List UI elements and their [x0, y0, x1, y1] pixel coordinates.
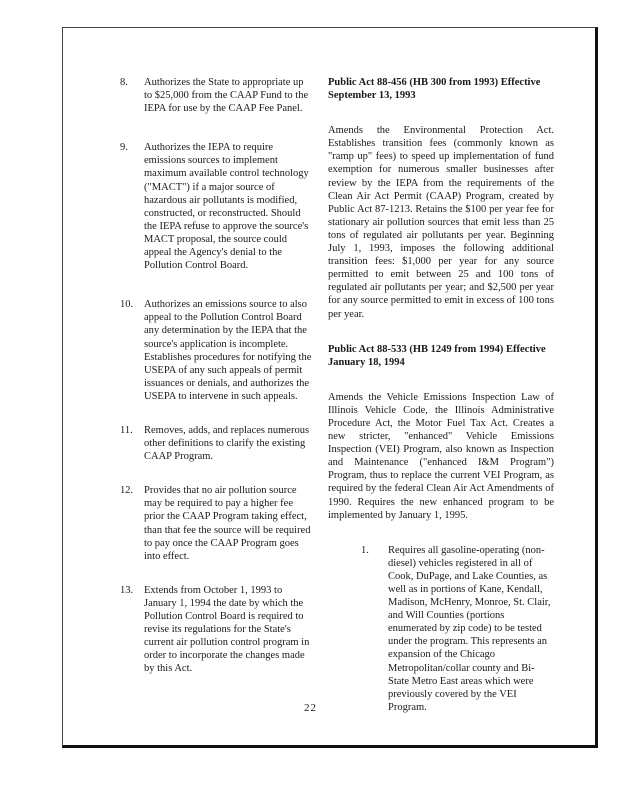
item-text: Removes, adds, and replaces numerous other definitions to clarify the existing CAAP Program. [144, 424, 310, 463]
act-body-88-456: Amends the Environmental Protection Act. Establishes transition fees (commonly known as "ramp up" fees) to speed up implementation of fund exemption for numerous smaller businesses after review by the IEPA from the requirements of the Clean Air Act Permit (CAAP) Program, created by Public Act 87-1213. Retains the $100 per year fee for stationary air pollution sources that emit less than 25 tons of regulated air pollutants per year. Beginning July 1, 1993, imposes the following additional transition fees: $1,000 per year for any source permitted to emit between 25 and 100 tons of regulated air pollutants per year; and $2,500 per year for any source permitted to emit in excess of 100 tons per year. [328, 125, 554, 320]
list-item-13 [120, 584, 312, 676]
act-heading-88-456: Public Act 88-456 (HB 300 from 1993) Effective September 13, 1993 [328, 77, 541, 102]
list-item-9 [120, 141, 312, 272]
list-item-10 [120, 298, 312, 403]
act-body-88-533: Amends the Vehicle Emissions Inspection Law of Illinois Vehicle Code, the Illinois Administrative Procedure Act, the Motor Fuel Tax Act. Creates a new stricter, "enhanced" Vehicle Emissions Inspection (VEI) Program, also known as Inspection and Maintenance ("enhanced I&M Program") Program, thus to replace the current VEI Program, as required by the federal Clean Air Act Amendments of 1990. Requires the new enhanced program to be implemented by January 1, 1995. [328, 391, 554, 521]
item-number: 8. [120, 77, 128, 88]
list-item-11 [120, 424, 312, 463]
item-number: 10. [120, 299, 134, 311]
item-number: 13. [120, 584, 134, 596]
item-text: Provides that no air pollution source may be required to pay a higher fee prior the CAAP Program taking effect, than that fee the source will be required to pay once the CAAP Program goes into effect. [144, 485, 311, 562]
page-number: 22 [304, 702, 317, 714]
item-text: Extends from October 1, 1993 to January 1, 1994 the date by which the Pollution Control Board is required to revise its regulations for the State's current air pollution control program in order to incorporate the changes made by this Act. [144, 584, 310, 675]
item-text: Authorizes the State to appropriate up to $25,000 from the CAAP Fund to the IEPA for use by the CAAP Fee Panel. [144, 77, 309, 115]
sub-item-text: Requires all gasoline-operating (non-diesel) vehicles registered in all of Cook, DuPage, and Lake Counties, as well as in portions of Kane, Kendall, Madison, McHenry, Monroe, St. Clair, and Will Counties (portions enumerated by zip code) to be tested under the program. This represents an expansion of the Chicago Metropolitan/collar county and Bi-State Metro East areas which were previously covered by the VEI Program. [388, 544, 551, 713]
item-text: Authorizes the IEPA to require emissions sources to implement maximum available control technology ("MACT") if a major source of hazardous air pollutants is modified, constructed, or reconstructed. Should the IEPA refuse to approve the source's MACT proposal, the source could appeal the Agency's denial to the Pollution Control Board. [144, 142, 309, 272]
right-column [328, 76, 554, 714]
item-text: Authorizes an emissions source to also appeal to the Pollution Control Board any determination by the IEPA that the source's application is incomplete. Establishes procedures for notifying the USEPA of any such appeals of permit issuances or denials, and authorizes the USEPA to intervene in such appeals. [144, 299, 312, 402]
list-item-8 [120, 76, 312, 115]
left-column [120, 76, 312, 675]
sub-list-item-1 [361, 544, 554, 714]
item-number: 9. [120, 142, 128, 154]
act-heading-88-533: Public Act 88-533 (HB 1249 from 1994) Effective January 18, 1994 [328, 343, 546, 368]
item-number: 11. [120, 424, 133, 436]
sub-item-number: 1. [361, 544, 369, 556]
list-item-12 [120, 484, 312, 563]
item-number: 12. [120, 485, 134, 497]
